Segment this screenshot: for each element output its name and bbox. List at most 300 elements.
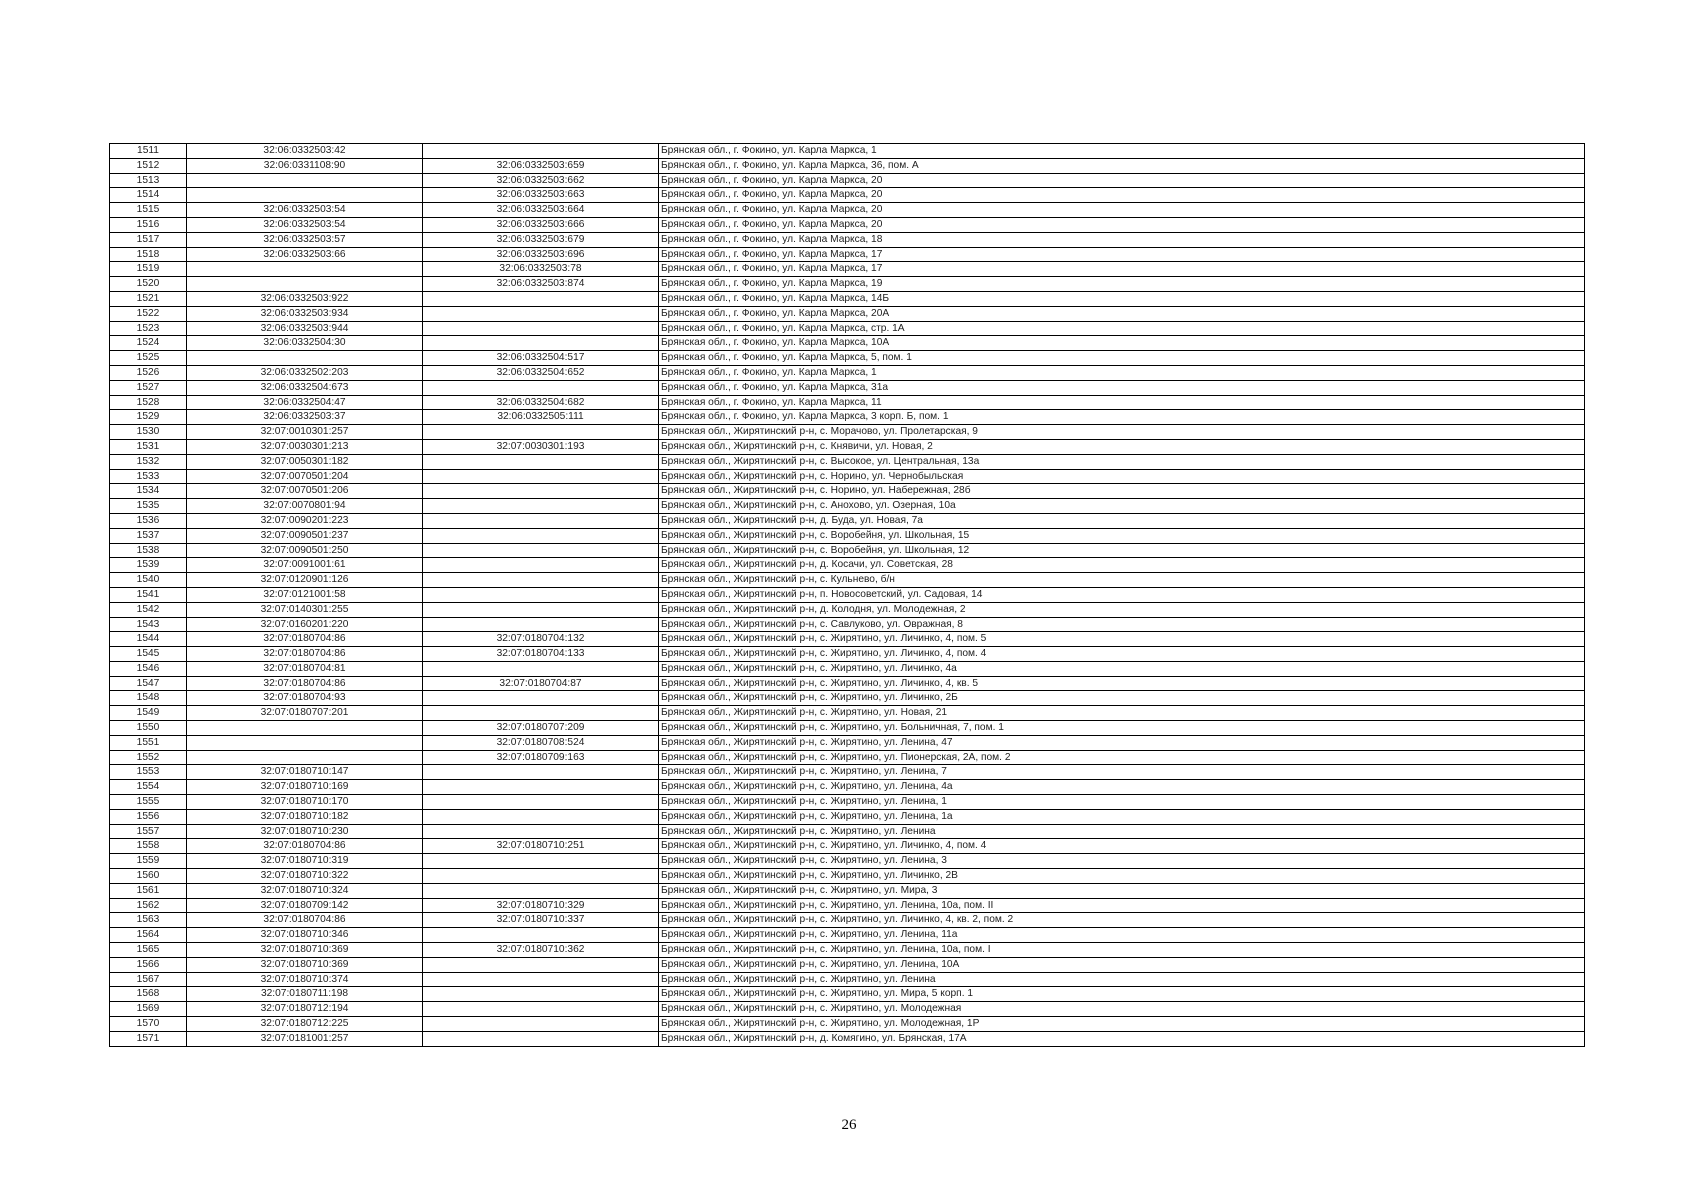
table-row (110, 883, 1585, 898)
cadastral-number-2-cell (423, 854, 659, 869)
address-cell: Брянская обл., Жирятинский р-н, с. Морачово, ул. Пролетарская, 9 (659, 425, 1585, 440)
address-cell: Брянская обл., г. Фокино, ул. Карла Маркса, 11 (659, 395, 1585, 410)
row-number-cell: 1569 (110, 1002, 187, 1017)
table-row (110, 262, 1585, 277)
cadastral-number-2-cell: 32:07:0180710:362 (423, 943, 659, 958)
table-row (110, 972, 1585, 987)
cadastral-number-1-cell: 32:07:0180704:86 (187, 647, 423, 662)
table-row (110, 144, 1585, 159)
table-row (110, 780, 1585, 795)
cadastral-number-2-cell: 32:06:0332503:666 (423, 217, 659, 232)
cadastral-number-2-cell: 32:06:0332503:696 (423, 247, 659, 262)
cadastral-number-2-cell (423, 499, 659, 514)
row-number-cell: 1556 (110, 809, 187, 824)
cadastral-number-1-cell (187, 721, 423, 736)
row-number-cell: 1551 (110, 735, 187, 750)
address-cell: Брянская обл., г. Фокино, ул. Карла Маркса, 20А (659, 306, 1585, 321)
table-row (110, 321, 1585, 336)
row-number-cell: 1522 (110, 306, 187, 321)
table-row (110, 587, 1585, 602)
table-row (110, 809, 1585, 824)
cadastral-number-1-cell: 32:06:0332503:944 (187, 321, 423, 336)
cadastral-number-1-cell: 32:07:0180711:198 (187, 987, 423, 1002)
table-row (110, 750, 1585, 765)
table-row (110, 203, 1585, 218)
address-cell: Брянская обл., г. Фокино, ул. Карла Маркса, стр. 1А (659, 321, 1585, 336)
address-cell: Брянская обл., Жирятинский р-н, с. Жирятино, ул. Личинко, 4, кв. 5 (659, 676, 1585, 691)
row-number-cell: 1532 (110, 454, 187, 469)
cadastral-number-1-cell: 32:07:0180707:201 (187, 706, 423, 721)
cadastral-number-2-cell: 32:07:0180710:329 (423, 898, 659, 913)
table-row (110, 928, 1585, 943)
table-row (110, 854, 1585, 869)
table-row (110, 957, 1585, 972)
address-cell: Брянская обл., Жирятинский р-н, д. Колодня, ул. Молодежная, 2 (659, 602, 1585, 617)
row-number-cell: 1515 (110, 203, 187, 218)
cadastral-number-1-cell: 32:06:0332503:66 (187, 247, 423, 262)
cadastral-number-2-cell: 32:06:0332504:517 (423, 351, 659, 366)
cadastral-number-1-cell: 32:07:0180710:374 (187, 972, 423, 987)
cadastral-number-2-cell (423, 691, 659, 706)
cadastral-number-2-cell (423, 972, 659, 987)
address-cell: Брянская обл., Жирятинский р-н, с. Жирятино, ул. Личинко, 4, пом. 4 (659, 839, 1585, 854)
row-number-cell: 1528 (110, 395, 187, 410)
address-cell: Брянская обл., г. Фокино, ул. Карла Маркса, 1 (659, 365, 1585, 380)
cadastral-number-2-cell: 32:06:0332505:111 (423, 410, 659, 425)
row-number-cell: 1560 (110, 869, 187, 884)
cadastral-number-1-cell: 32:07:0181001:257 (187, 1031, 423, 1046)
row-number-cell: 1518 (110, 247, 187, 262)
table-row (110, 824, 1585, 839)
row-number-cell: 1563 (110, 913, 187, 928)
address-cell: Брянская обл., Жирятинский р-н, с. Жирятино, ул. Мира, 5 корп. 1 (659, 987, 1585, 1002)
address-cell: Брянская обл., Жирятинский р-н, с. Анохово, ул. Озерная, 10а (659, 499, 1585, 514)
cadastral-number-2-cell (423, 765, 659, 780)
cadastral-number-2-cell: 32:07:0180708:524 (423, 735, 659, 750)
cadastral-number-1-cell: 32:07:0180704:93 (187, 691, 423, 706)
cadastral-number-1-cell: 32:07:0180712:225 (187, 1017, 423, 1032)
row-number-cell: 1535 (110, 499, 187, 514)
cadastral-number-2-cell: 32:07:0030301:193 (423, 439, 659, 454)
cadastral-number-2-cell (423, 795, 659, 810)
cadastral-number-2-cell (423, 587, 659, 602)
row-number-cell: 1539 (110, 558, 187, 573)
row-number-cell: 1570 (110, 1017, 187, 1032)
address-cell: Брянская обл., Жирятинский р-н, с. Жирятино, ул. Личинко, 2В (659, 869, 1585, 884)
cadastral-number-2-cell: 32:07:0180704:133 (423, 647, 659, 662)
row-number-cell: 1537 (110, 528, 187, 543)
address-cell: Брянская обл., г. Фокино, ул. Карла Маркса, 19 (659, 277, 1585, 292)
table-row (110, 632, 1585, 647)
cadastral-number-1-cell: 32:06:0332502:203 (187, 365, 423, 380)
cadastral-number-1-cell: 32:07:0091001:61 (187, 558, 423, 573)
cadastral-number-2-cell (423, 617, 659, 632)
cadastral-number-1-cell: 32:07:0180704:86 (187, 839, 423, 854)
address-cell: Брянская обл., г. Фокино, ул. Карла Маркса, 31а (659, 380, 1585, 395)
cadastral-number-2-cell: 32:07:0180704:132 (423, 632, 659, 647)
row-number-cell: 1561 (110, 883, 187, 898)
row-number-cell: 1513 (110, 173, 187, 188)
address-cell: Брянская обл., Жирятинский р-н, с. Жирятино, ул. Ленина, 1а (659, 809, 1585, 824)
address-cell: Брянская обл., Жирятинский р-н, с. Жирятино, ул. Ленина, 47 (659, 735, 1585, 750)
row-number-cell: 1558 (110, 839, 187, 854)
address-cell: Брянская обл., г. Фокино, ул. Карла Маркса, 10А (659, 336, 1585, 351)
row-number-cell: 1533 (110, 469, 187, 484)
row-number-cell: 1566 (110, 957, 187, 972)
row-number-cell: 1547 (110, 676, 187, 691)
table-row (110, 454, 1585, 469)
address-cell: Брянская обл., Жирятинский р-н, с. Жирятино, ул. Мира, 3 (659, 883, 1585, 898)
row-number-cell: 1524 (110, 336, 187, 351)
row-number-cell: 1517 (110, 232, 187, 247)
table-row (110, 987, 1585, 1002)
row-number-cell: 1546 (110, 661, 187, 676)
address-cell: Брянская обл., Жирятинский р-н, с. Норино, ул. Набережная, 28б (659, 484, 1585, 499)
cadastral-number-1-cell (187, 173, 423, 188)
address-cell: Брянская обл., г. Фокино, ул. Карла Маркса, 20 (659, 173, 1585, 188)
table-row (110, 765, 1585, 780)
cadastral-number-2-cell (423, 380, 659, 395)
cadastral-number-1-cell: 32:06:0332504:673 (187, 380, 423, 395)
address-cell: Брянская обл., Жирятинский р-н, с. Савлуково, ул. Овражная, 8 (659, 617, 1585, 632)
row-number-cell: 1542 (110, 602, 187, 617)
address-cell: Брянская обл., Жирятинский р-н, с. Жирятино, ул. Ленина, 10а, пом. II (659, 898, 1585, 913)
address-cell: Брянская обл., г. Фокино, ул. Карла Маркса, 20 (659, 217, 1585, 232)
row-number-cell: 1555 (110, 795, 187, 810)
row-number-cell: 1512 (110, 158, 187, 173)
address-cell: Брянская обл., г. Фокино, ул. Карла Маркса, 5, пом. 1 (659, 351, 1585, 366)
address-cell: Брянская обл., Жирятинский р-н, с. Жирятино, ул. Личинко, 4, пом. 4 (659, 647, 1585, 662)
row-number-cell: 1519 (110, 262, 187, 277)
address-cell: Брянская обл., Жирятинский р-н, с. Жирятино, ул. Ленина, 4а (659, 780, 1585, 795)
row-number-cell: 1568 (110, 987, 187, 1002)
address-cell: Брянская обл., г. Фокино, ул. Карла Маркса, 36, пом. А (659, 158, 1585, 173)
address-cell: Брянская обл., Жирятинский р-н, с. Воробейня, ул. Школьная, 12 (659, 543, 1585, 558)
cadastral-number-2-cell (423, 144, 659, 159)
cadastral-number-2-cell: 32:06:0332504:652 (423, 365, 659, 380)
address-cell: Брянская обл., Жирятинский р-н, с. Княвичи, ул. Новая, 2 (659, 439, 1585, 454)
cadastral-number-1-cell: 32:07:0180710:147 (187, 765, 423, 780)
row-number-cell: 1511 (110, 144, 187, 159)
row-number-cell: 1543 (110, 617, 187, 632)
row-number-cell: 1516 (110, 217, 187, 232)
page-number: 26 (841, 1117, 857, 1133)
row-number-cell: 1530 (110, 425, 187, 440)
cadastral-number-1-cell (187, 262, 423, 277)
address-cell: Брянская обл., г. Фокино, ул. Карла Маркса, 20 (659, 203, 1585, 218)
table-row (110, 602, 1585, 617)
address-cell: Брянская обл., г. Фокино, ул. Карла Маркса, 17 (659, 262, 1585, 277)
row-number-cell: 1527 (110, 380, 187, 395)
cadastral-number-2-cell (423, 928, 659, 943)
row-number-cell: 1565 (110, 943, 187, 958)
table-row (110, 795, 1585, 810)
cadastral-number-2-cell (423, 484, 659, 499)
table-row (110, 158, 1585, 173)
address-cell: Брянская обл., Жирятинский р-н, с. Жирятино, ул. Ленина, 7 (659, 765, 1585, 780)
cadastral-number-2-cell (423, 809, 659, 824)
row-number-cell: 1521 (110, 291, 187, 306)
cadastral-number-2-cell (423, 661, 659, 676)
cadastral-number-2-cell (423, 824, 659, 839)
cadastral-number-2-cell (423, 1017, 659, 1032)
table-row (110, 291, 1585, 306)
table-row (110, 943, 1585, 958)
row-number-cell: 1548 (110, 691, 187, 706)
table-row (110, 380, 1585, 395)
cadastral-number-2-cell: 32:06:0332503:664 (423, 203, 659, 218)
table-row (110, 721, 1585, 736)
cadastral-number-2-cell (423, 306, 659, 321)
cadastral-number-1-cell: 32:07:0090501:237 (187, 528, 423, 543)
cadastral-number-2-cell: 32:06:0332503:679 (423, 232, 659, 247)
address-cell: Брянская обл., Жирятинский р-н, с. Жирятино, ул. Новая, 21 (659, 706, 1585, 721)
table-row (110, 573, 1585, 588)
cadastral-number-1-cell: 32:07:0070501:206 (187, 484, 423, 499)
cadastral-number-1-cell: 32:07:0160201:220 (187, 617, 423, 632)
row-number-cell: 1562 (110, 898, 187, 913)
table-row (110, 469, 1585, 484)
row-number-cell: 1544 (110, 632, 187, 647)
address-cell: Брянская обл., г. Фокино, ул. Карла Маркса, 1 (659, 144, 1585, 159)
table-row (110, 232, 1585, 247)
address-cell: Брянская обл., Жирятинский р-н, с. Жирятино, ул. Ленина, 10а, пом. I (659, 943, 1585, 958)
cadastral-number-2-cell (423, 336, 659, 351)
table-row (110, 661, 1585, 676)
address-cell: Брянская обл., г. Фокино, ул. Карла Маркса, 14Б (659, 291, 1585, 306)
table-row (110, 913, 1585, 928)
cadastral-number-1-cell (187, 188, 423, 203)
cadastral-number-1-cell: 32:07:0070801:94 (187, 499, 423, 514)
row-number-cell: 1536 (110, 513, 187, 528)
address-cell: Брянская обл., Жирятинский р-н, с. Норино, ул. Чернобыльская (659, 469, 1585, 484)
address-cell: Брянская обл., Жирятинский р-н, с. Жирятино, ул. Личинко, 4, пом. 5 (659, 632, 1585, 647)
cadastral-number-2-cell (423, 780, 659, 795)
table-row (110, 484, 1585, 499)
address-cell: Брянская обл., г. Фокино, ул. Карла Маркса, 3 корп. Б, пом. 1 (659, 410, 1585, 425)
table-row (110, 647, 1585, 662)
cadastral-number-1-cell (187, 735, 423, 750)
cadastral-number-1-cell: 32:07:0180710:182 (187, 809, 423, 824)
address-cell: Брянская обл., Жирятинский р-н, д. Комягино, ул. Брянская, 17А (659, 1031, 1585, 1046)
cadastral-number-2-cell: 32:06:0332503:662 (423, 173, 659, 188)
row-number-cell: 1564 (110, 928, 187, 943)
row-number-cell: 1541 (110, 587, 187, 602)
table-row (110, 1017, 1585, 1032)
cadastral-number-2-cell (423, 987, 659, 1002)
cadastral-number-2-cell (423, 454, 659, 469)
row-number-cell: 1571 (110, 1031, 187, 1046)
cadastral-number-2-cell: 32:07:0180710:251 (423, 839, 659, 854)
table-row (110, 706, 1585, 721)
table-row (110, 1002, 1585, 1017)
row-number-cell: 1567 (110, 972, 187, 987)
cadastral-number-1-cell: 32:07:0180710:319 (187, 854, 423, 869)
cadastral-number-2-cell (423, 883, 659, 898)
row-number-cell: 1559 (110, 854, 187, 869)
table-row (110, 351, 1585, 366)
cadastral-number-1-cell: 32:07:0050301:182 (187, 454, 423, 469)
cadastral-number-2-cell (423, 1031, 659, 1046)
row-number-cell: 1523 (110, 321, 187, 336)
address-cell: Брянская обл., г. Фокино, ул. Карла Маркса, 17 (659, 247, 1585, 262)
cadastral-number-1-cell: 32:07:0120901:126 (187, 573, 423, 588)
cadastral-number-2-cell: 32:06:0332503:663 (423, 188, 659, 203)
cadastral-number-1-cell (187, 351, 423, 366)
cadastral-number-1-cell: 32:07:0180709:142 (187, 898, 423, 913)
property-registry-table (109, 143, 1585, 1047)
table-row (110, 1031, 1585, 1046)
table-row (110, 277, 1585, 292)
cadastral-number-2-cell: 32:06:0332504:682 (423, 395, 659, 410)
address-cell: Брянская обл., Жирятинский р-н, с. Жирятино, ул. Больничная, 7, пом. 1 (659, 721, 1585, 736)
cadastral-number-1-cell: 32:06:0332503:54 (187, 203, 423, 218)
cadastral-number-2-cell (423, 573, 659, 588)
address-cell: Брянская обл., Жирятинский р-н, с. Жирятино, ул. Ленина, 11а (659, 928, 1585, 943)
cadastral-number-2-cell (423, 869, 659, 884)
cadastral-number-1-cell: 32:07:0180710:169 (187, 780, 423, 795)
cadastral-number-1-cell: 32:06:0331108:90 (187, 158, 423, 173)
address-cell: Брянская обл., Жирятинский р-н, с. Высокое, ул. Центральная, 13а (659, 454, 1585, 469)
address-cell: Брянская обл., Жирятинский р-н, с. Жирятино, ул. Ленина, 3 (659, 854, 1585, 869)
row-number-cell: 1540 (110, 573, 187, 588)
table-row (110, 217, 1585, 232)
table-row (110, 898, 1585, 913)
table-row (110, 869, 1585, 884)
cadastral-number-1-cell: 32:07:0180710:369 (187, 957, 423, 972)
table-row (110, 188, 1585, 203)
cadastral-number-1-cell: 32:07:0180710:369 (187, 943, 423, 958)
table-row (110, 395, 1585, 410)
address-cell: Брянская обл., Жирятинский р-н, д. Буда, ул. Новая, 7а (659, 513, 1585, 528)
cadastral-number-2-cell (423, 558, 659, 573)
cadastral-number-1-cell: 32:07:0180710:324 (187, 883, 423, 898)
table-row (110, 365, 1585, 380)
address-cell: Брянская обл., Жирятинский р-н, д. Косачи, ул. Советская, 28 (659, 558, 1585, 573)
table-row (110, 513, 1585, 528)
cadastral-number-2-cell (423, 425, 659, 440)
cadastral-number-1-cell: 32:06:0332504:30 (187, 336, 423, 351)
cadastral-number-1-cell: 32:07:0121001:58 (187, 587, 423, 602)
address-cell: Брянская обл., Жирятинский р-н, с. Жирятино, ул. Личинко, 4а (659, 661, 1585, 676)
cadastral-number-2-cell (423, 291, 659, 306)
cadastral-number-1-cell: 32:07:0180704:86 (187, 913, 423, 928)
cadastral-number-1-cell: 32:06:0332504:47 (187, 395, 423, 410)
cadastral-number-2-cell (423, 513, 659, 528)
table-row (110, 839, 1585, 854)
row-number-cell: 1557 (110, 824, 187, 839)
address-cell: Брянская обл., Жирятинский р-н, с. Жирятино, ул. Ленина, 1 (659, 795, 1585, 810)
address-cell: Брянская обл., Жирятинский р-н, с. Жирятино, ул. Ленина (659, 824, 1585, 839)
row-number-cell: 1549 (110, 706, 187, 721)
cadastral-number-2-cell (423, 1002, 659, 1017)
table-row (110, 306, 1585, 321)
cadastral-number-2-cell: 32:06:0332503:78 (423, 262, 659, 277)
table-row (110, 439, 1585, 454)
cadastral-number-2-cell (423, 469, 659, 484)
cadastral-number-2-cell: 32:07:0180704:87 (423, 676, 659, 691)
table-row (110, 528, 1585, 543)
address-cell: Брянская обл., Жирятинский р-н, с. Жирятино, ул. Личинко, 4, кв. 2, пом. 2 (659, 913, 1585, 928)
cadastral-number-1-cell: 32:06:0332503:922 (187, 291, 423, 306)
cadastral-number-1-cell: 32:07:0070501:204 (187, 469, 423, 484)
table-row (110, 410, 1585, 425)
address-cell: Брянская обл., г. Фокино, ул. Карла Маркса, 18 (659, 232, 1585, 247)
row-number-cell: 1550 (110, 721, 187, 736)
cadastral-number-1-cell: 32:07:0030301:213 (187, 439, 423, 454)
address-cell: Брянская обл., Жирятинский р-н, с. Жирятино, ул. Личинко, 2Б (659, 691, 1585, 706)
cadastral-number-1-cell: 32:07:0180710:170 (187, 795, 423, 810)
address-cell: Брянская обл., Жирятинский р-н, с. Жирятино, ул. Ленина, 10А (659, 957, 1585, 972)
cadastral-number-2-cell (423, 543, 659, 558)
cadastral-number-2-cell (423, 706, 659, 721)
cadastral-number-1-cell (187, 277, 423, 292)
cadastral-number-1-cell: 32:07:0180712:194 (187, 1002, 423, 1017)
cadastral-number-1-cell: 32:06:0332503:57 (187, 232, 423, 247)
row-number-cell: 1531 (110, 439, 187, 454)
cadastral-number-2-cell: 32:07:0180710:337 (423, 913, 659, 928)
address-cell: Брянская обл., Жирятинский р-н, с. Воробейня, ул. Школьная, 15 (659, 528, 1585, 543)
row-number-cell: 1525 (110, 351, 187, 366)
cadastral-number-1-cell: 32:07:0180710:230 (187, 824, 423, 839)
cadastral-number-2-cell: 32:07:0180709:163 (423, 750, 659, 765)
row-number-cell: 1545 (110, 647, 187, 662)
cadastral-number-1-cell: 32:06:0332503:54 (187, 217, 423, 232)
cadastral-number-1-cell: 32:07:0180710:322 (187, 869, 423, 884)
address-cell: Брянская обл., г. Фокино, ул. Карла Маркса, 20 (659, 188, 1585, 203)
table-row (110, 247, 1585, 262)
cadastral-number-1-cell: 32:07:0140301:255 (187, 602, 423, 617)
row-number-cell: 1553 (110, 765, 187, 780)
address-cell: Брянская обл., Жирятинский р-н, п. Новосоветский, ул. Садовая, 14 (659, 587, 1585, 602)
row-number-cell: 1554 (110, 780, 187, 795)
table-row (110, 676, 1585, 691)
row-number-cell: 1552 (110, 750, 187, 765)
cadastral-number-2-cell (423, 957, 659, 972)
table-row (110, 617, 1585, 632)
address-cell: Брянская обл., Жирятинский р-н, с. Жирятино, ул. Молодежная, 1Р (659, 1017, 1585, 1032)
cadastral-number-1-cell: 32:07:0180704:81 (187, 661, 423, 676)
cadastral-number-1-cell (187, 750, 423, 765)
row-number-cell: 1529 (110, 410, 187, 425)
table-row (110, 543, 1585, 558)
table-row (110, 558, 1585, 573)
cadastral-number-1-cell: 32:07:0180710:346 (187, 928, 423, 943)
address-cell: Брянская обл., Жирятинский р-н, с. Жирятино, ул. Ленина (659, 972, 1585, 987)
table-row (110, 735, 1585, 750)
table-row (110, 499, 1585, 514)
row-number-cell: 1514 (110, 188, 187, 203)
cadastral-number-2-cell: 32:06:0332503:874 (423, 277, 659, 292)
cadastral-number-1-cell: 32:07:0090501:250 (187, 543, 423, 558)
address-cell: Брянская обл., Жирятинский р-н, с. Кульнево, б/н (659, 573, 1585, 588)
cadastral-number-2-cell (423, 321, 659, 336)
address-cell: Брянская обл., Жирятинский р-н, с. Жирятино, ул. Молодежная (659, 1002, 1585, 1017)
address-cell: Брянская обл., Жирятинский р-н, с. Жирятино, ул. Пионерская, 2А, пом. 2 (659, 750, 1585, 765)
row-number-cell: 1520 (110, 277, 187, 292)
cadastral-number-1-cell: 32:06:0332503:42 (187, 144, 423, 159)
cadastral-number-1-cell: 32:07:0180704:86 (187, 632, 423, 647)
row-number-cell: 1538 (110, 543, 187, 558)
cadastral-number-2-cell: 32:06:0332503:659 (423, 158, 659, 173)
cadastral-number-1-cell: 32:06:0332503:934 (187, 306, 423, 321)
cadastral-number-2-cell (423, 602, 659, 617)
cadastral-number-2-cell: 32:07:0180707:209 (423, 721, 659, 736)
cadastral-number-1-cell: 32:07:0180704:86 (187, 676, 423, 691)
cadastral-number-1-cell: 32:07:0010301:257 (187, 425, 423, 440)
cadastral-number-1-cell: 32:06:0332503:37 (187, 410, 423, 425)
cadastral-number-2-cell (423, 528, 659, 543)
